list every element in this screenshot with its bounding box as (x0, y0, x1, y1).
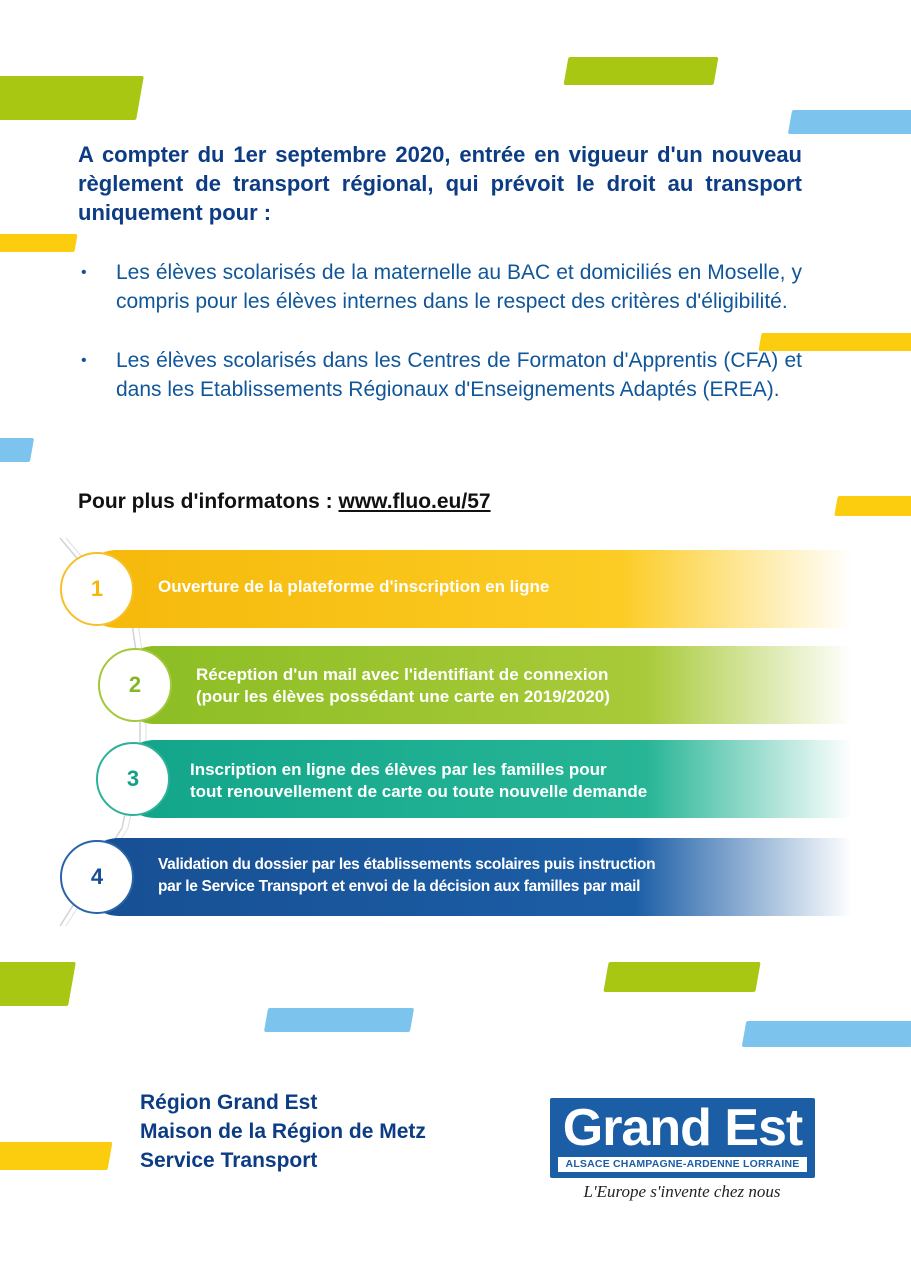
list-item (78, 346, 802, 404)
intro-paragraph: A compter du 1er septembre 2020, entrée en vigueur d'un nouveau règlement de transport régional, qui prévoit le droit au transport uniquement pour : (78, 142, 802, 225)
list-item (78, 258, 802, 316)
decor-bar-blue (0, 438, 34, 462)
more-info-line (78, 490, 491, 514)
contact-address (140, 1088, 426, 1175)
decor-bar-yellow (0, 1142, 112, 1170)
step-text-line: Réception d'un mail avec l'identifiant de connexion (196, 665, 609, 684)
step-text-line: par le Service Transport et envoi de la décision aux familles par mail (158, 878, 641, 895)
step-number-2: 2 (98, 648, 172, 722)
step-text-1 (158, 577, 549, 597)
address-line: Maison de la Région de Metz (140, 1120, 426, 1143)
decor-bar-blue (742, 1021, 911, 1047)
logo-subtitle: ALSACE CHAMPAGNE-ARDENNE LORRAINE (558, 1157, 807, 1172)
list-item-text: Les élèves scolarisés de la maternelle au BAC et domiciliés en Moselle, y compris pour les élèves internes dans le respect des critères d'éligibilité. (116, 261, 802, 313)
decor-bar-green (0, 76, 144, 120)
step-number-1: 1 (60, 552, 134, 626)
logo-wordmark: Grand Est (562, 1099, 803, 1157)
logo-slogan: L'Europe s'invente chez nous (583, 1182, 781, 1201)
decor-bar-yellow (834, 496, 911, 516)
decor-bar-green (0, 962, 76, 1006)
step-text-4 (158, 854, 655, 898)
step-number-3: 3 (96, 742, 170, 816)
decor-bar-yellow (0, 234, 78, 252)
step-text-line: Inscription en ligne des élèves par les familles pour (190, 760, 607, 779)
step-number-4: 4 (60, 840, 134, 914)
list-item-text: Les élèves scolarisés dans les Centres de Formaton d'Apprentis (CFA) et dans les Etablissements Régionaux d'Enseignements Adaptés (EREA). (116, 349, 802, 401)
decor-bar-green (603, 962, 760, 992)
eligibility-list (78, 258, 802, 404)
address-line: Service Transport (140, 1149, 318, 1172)
grand-est-logo (550, 1098, 815, 1178)
more-info-label: Pour plus d'informatons : (78, 490, 339, 513)
step-text-line: Validation du dossier par les établissements scolaires puis instruction (158, 856, 656, 873)
decor-bar-green (564, 57, 719, 85)
step-text-3 (190, 759, 647, 803)
bullet-marker: • (81, 264, 87, 281)
step-text-2 (196, 664, 610, 708)
decor-bar-blue (788, 110, 911, 134)
decor-bar-blue (264, 1008, 414, 1032)
step-text-line: (pour les élèves possédant une carte en 2019/2020) (196, 687, 610, 706)
address-line: Région Grand Est (140, 1091, 318, 1114)
step-text-line: tout renouvellement de carte ou toute nouvelle demande (190, 782, 648, 801)
bullet-marker: • (81, 352, 87, 369)
fluo-link[interactable]: www.fluo.eu/57 (338, 490, 491, 513)
step-text-line: Ouverture de la plateforme d'inscription en ligne (158, 577, 550, 596)
